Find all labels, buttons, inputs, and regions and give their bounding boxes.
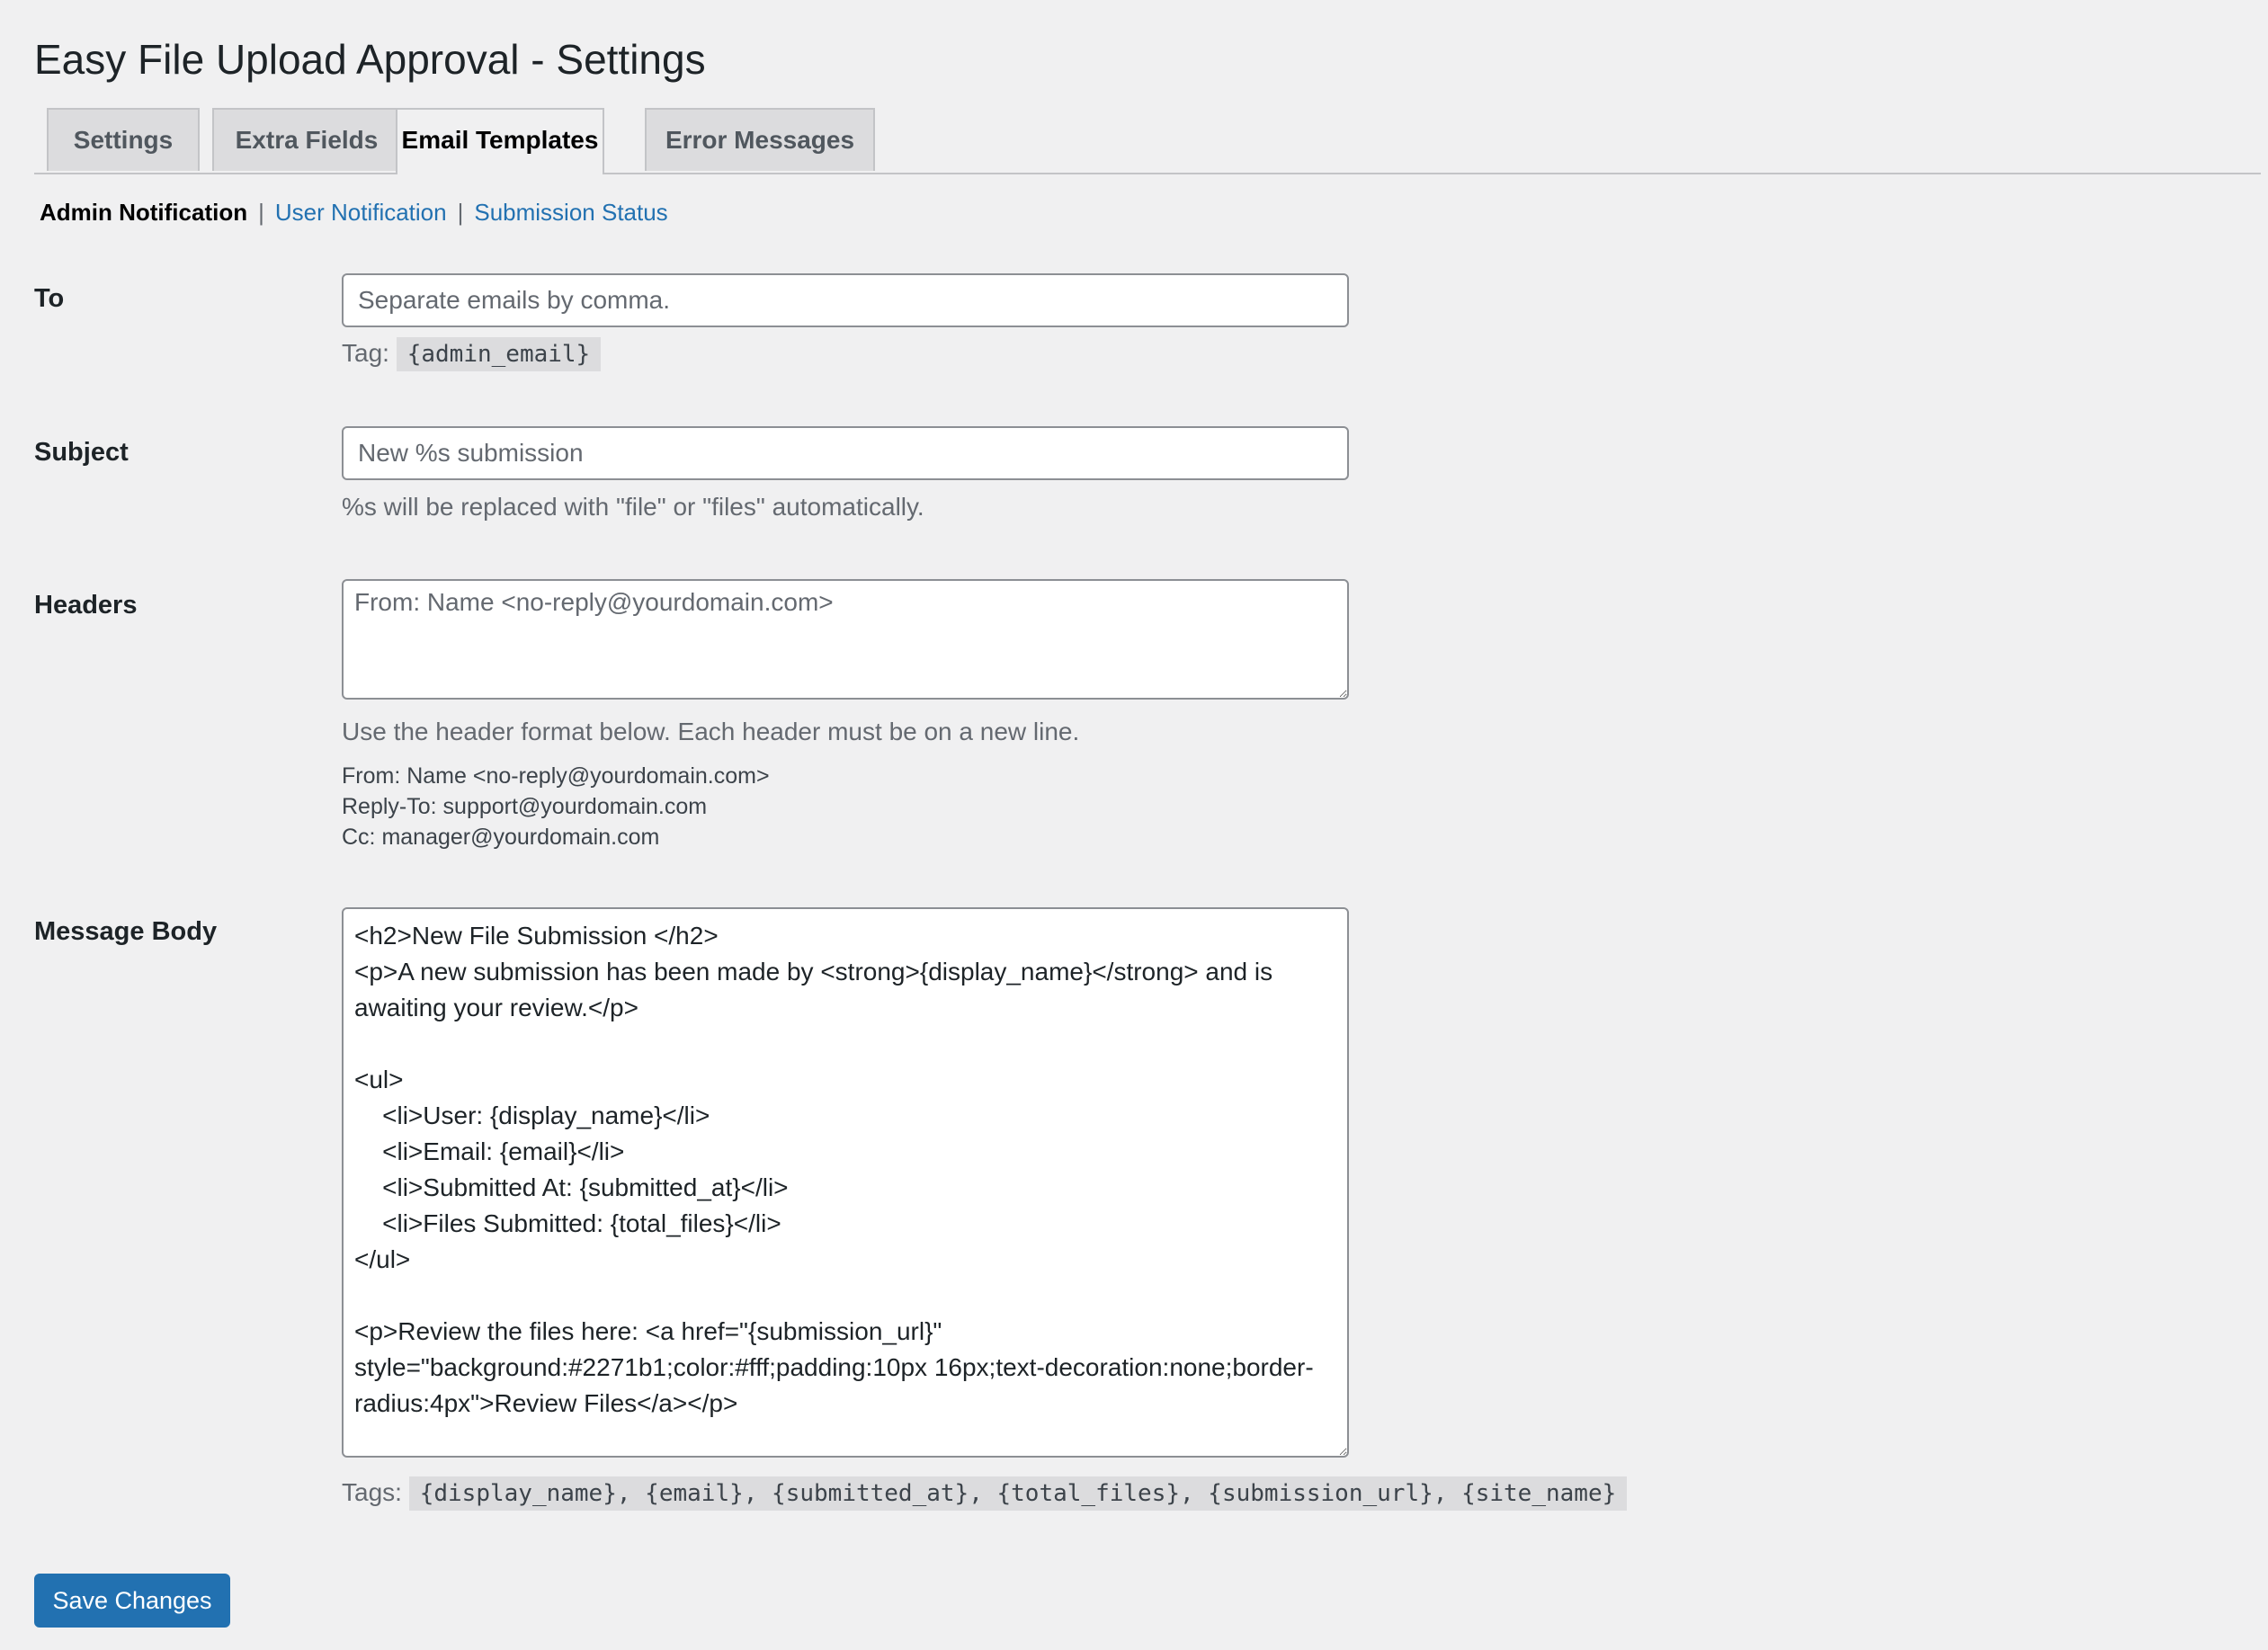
tab-error-messages[interactable]: Error Messages [645, 108, 875, 171]
tab-email-templates[interactable]: Email Templates [396, 108, 604, 174]
page-title: Easy File Upload Approval - Settings [34, 36, 706, 83]
headers-textarea[interactable] [342, 579, 1349, 700]
to-tag-label: Tag: [342, 339, 389, 367]
message-body-tags-label: Tags: [342, 1478, 402, 1506]
subnav-user-notification[interactable]: User Notification [274, 199, 447, 226]
message-body-tags-list: {display_name}, {email}, {submitted_at}, {total_files}, {submission_url}, {site_name} [409, 1476, 1628, 1511]
tab-extra-fields[interactable]: Extra Fields [212, 108, 401, 171]
to-label: To [34, 284, 65, 313]
header-example-from: From: Name <no-reply@yourdomain.com> [342, 763, 770, 789]
header-example-cc: Cc: manager@yourdomain.com [342, 825, 660, 850]
template-subnav [40, 194, 668, 230]
message-body-textarea[interactable] [342, 907, 1349, 1458]
header-examples [342, 761, 770, 852]
subject-label: Subject [34, 438, 129, 467]
subnav-admin-notification: Admin Notification [40, 199, 248, 226]
subnav-separator: | [258, 199, 264, 226]
subnav-separator: | [457, 199, 464, 226]
to-tag-description [342, 335, 601, 372]
header-example-reply-to: Reply-To: support@yourdomain.com [342, 794, 708, 819]
message-body-label: Message Body [34, 917, 218, 946]
tab-bar [34, 108, 2261, 174]
message-body-tags [342, 1475, 1627, 1512]
headers-label: Headers [34, 591, 138, 620]
admin-email-tag: {admin_email} [397, 337, 602, 371]
save-changes-button[interactable]: Save Changes [34, 1574, 230, 1628]
subject-description: %s will be replaced with "file" or "files" automatically. [342, 493, 924, 521]
subnav-submission-status[interactable]: Submission Status [474, 199, 668, 226]
headers-description: Use the header format below. Each header must be on a new line. [342, 718, 1080, 745]
subject-input[interactable] [342, 426, 1349, 480]
to-input[interactable] [342, 273, 1349, 327]
tab-settings[interactable]: Settings [47, 108, 200, 171]
